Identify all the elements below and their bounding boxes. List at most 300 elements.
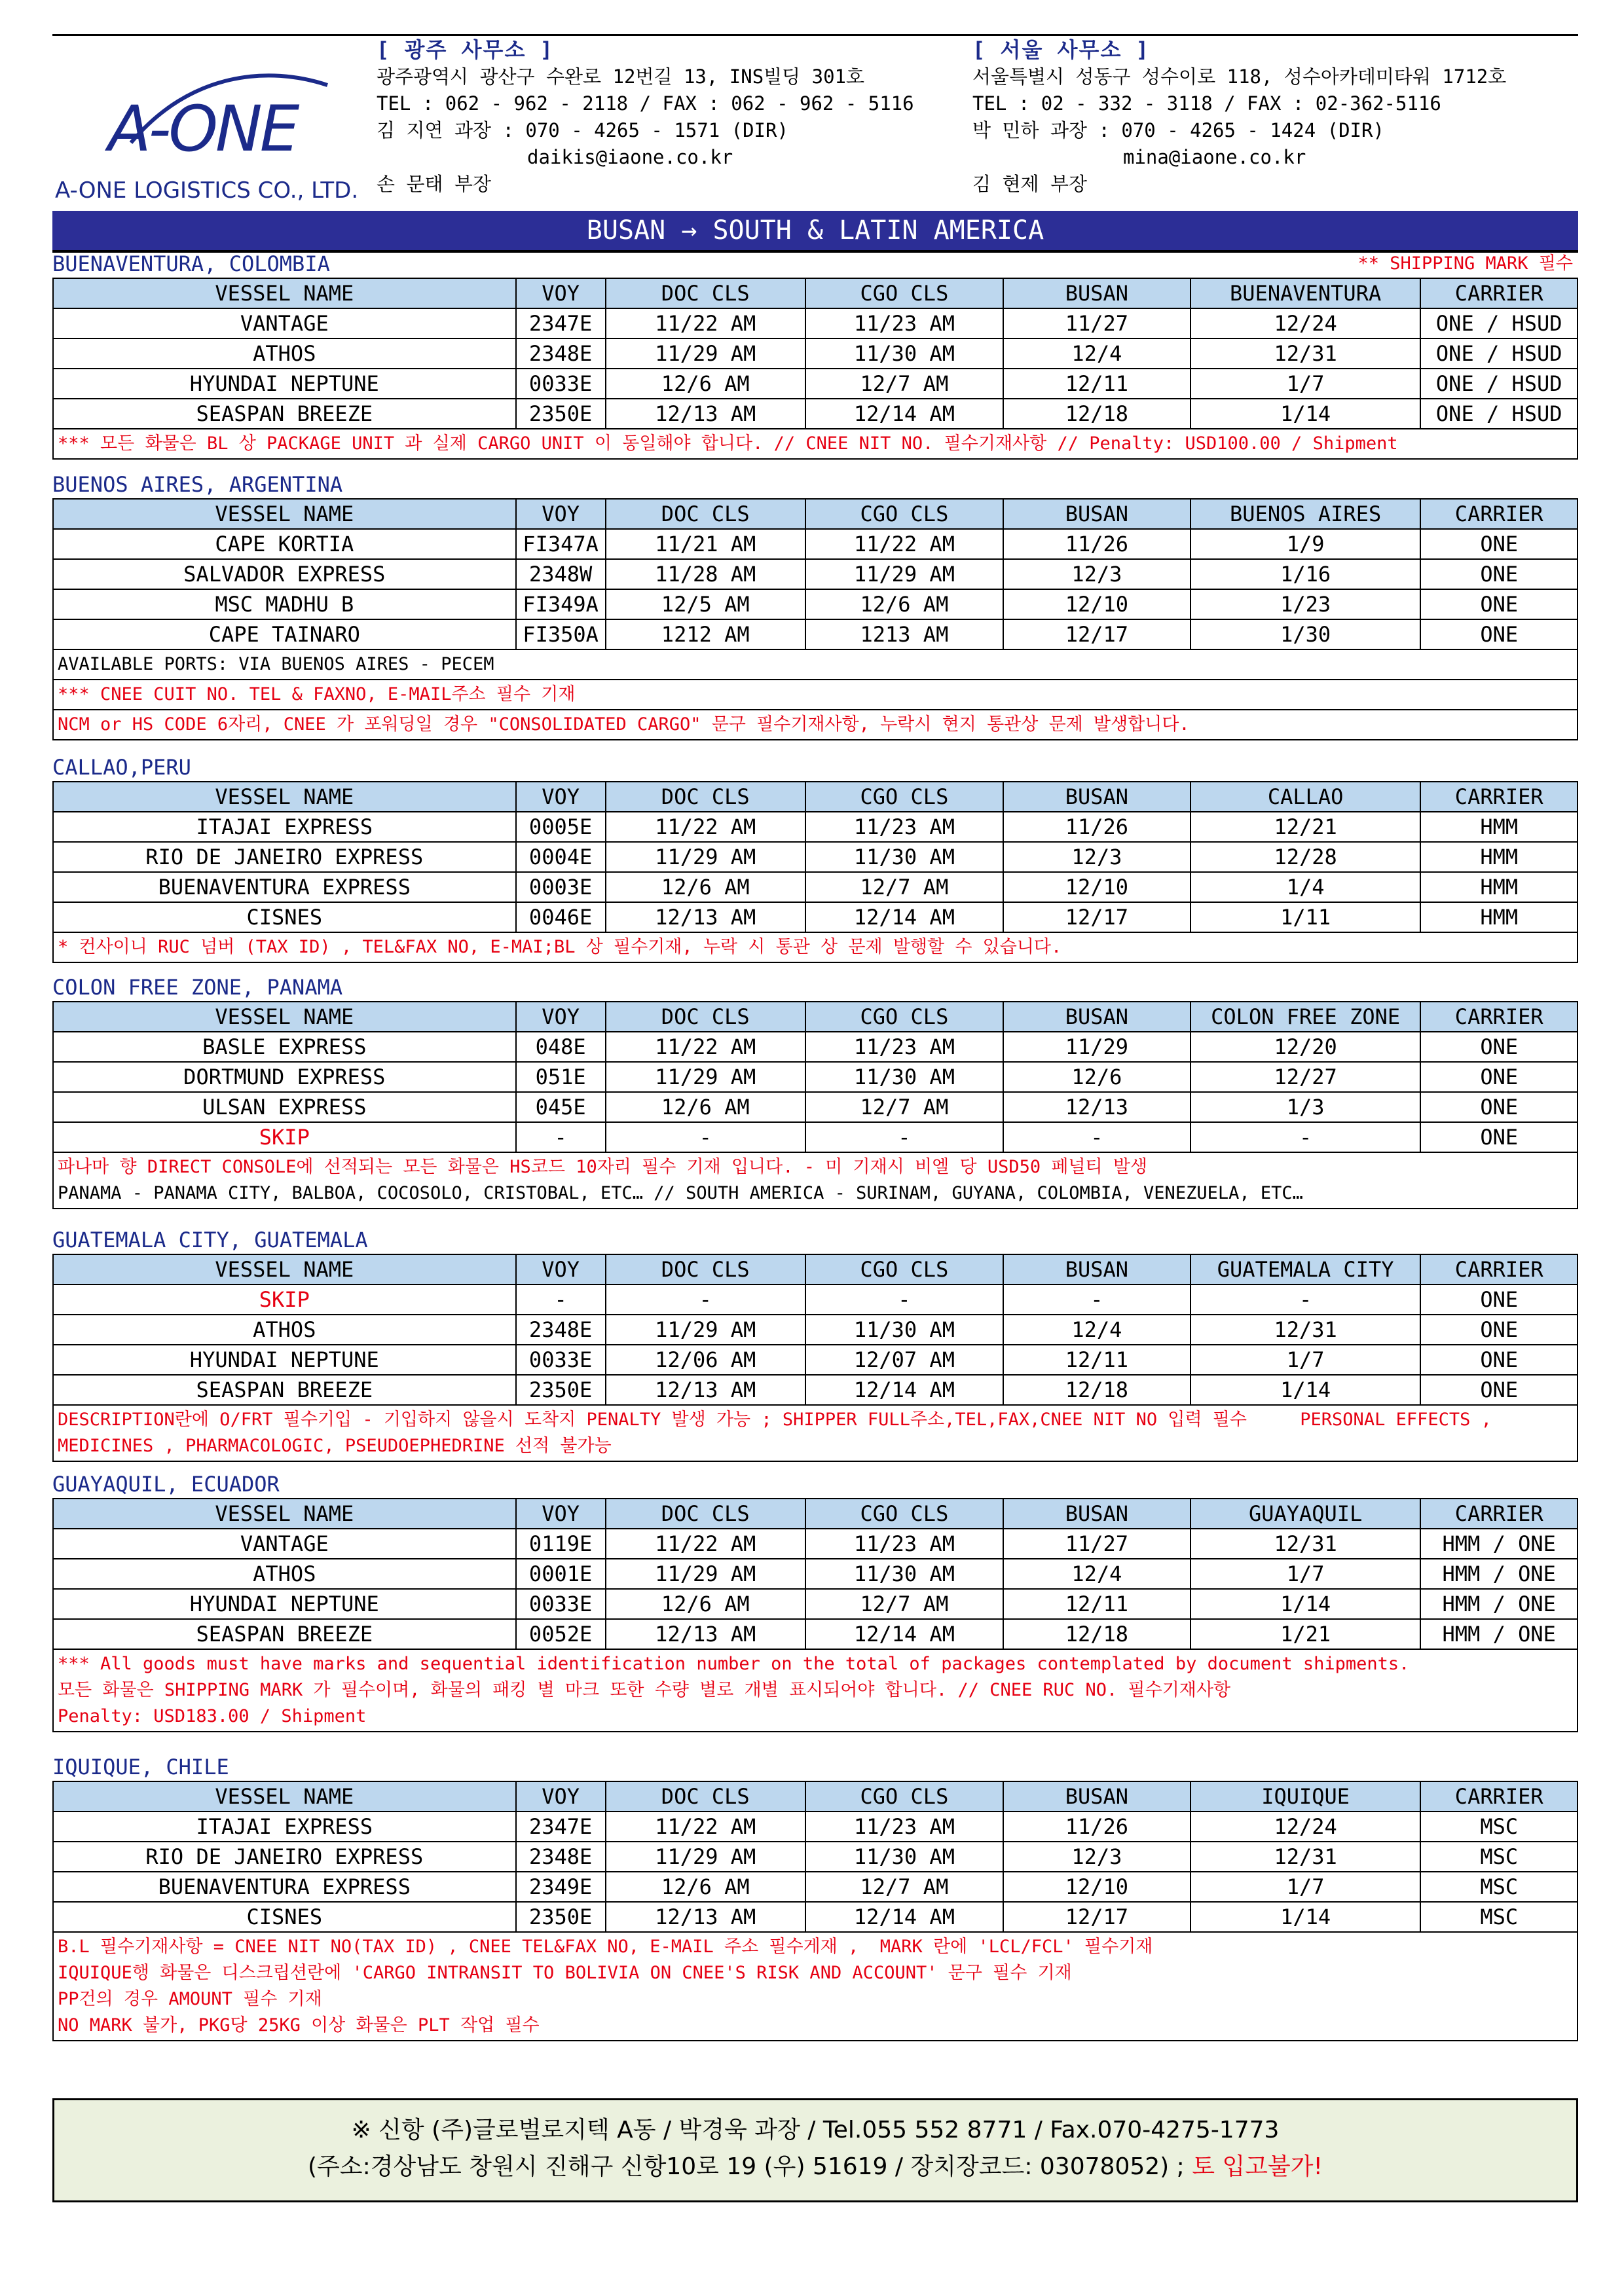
table-cell: 12/6 AM xyxy=(606,1589,805,1619)
table-cell: - xyxy=(1190,1122,1421,1152)
table-row xyxy=(53,1345,1578,1375)
column-header: CALLAO xyxy=(1190,782,1421,812)
table-cell: ONE / HSUD xyxy=(1420,308,1578,338)
table-cell: 11/27 xyxy=(1003,1529,1190,1559)
table-cell: 12/10 xyxy=(1003,589,1190,619)
table-cell: - xyxy=(516,1122,606,1152)
table-cell: ONE xyxy=(1420,1345,1578,1375)
table-cell: 1/7 xyxy=(1190,1345,1421,1375)
table-row xyxy=(53,1122,1578,1152)
section-title-text: GUATEMALA CITY, GUATEMALA xyxy=(52,1228,368,1252)
section-title-text: IQUIQUE, CHILE xyxy=(52,1755,229,1779)
table-row xyxy=(53,1315,1578,1345)
table-cell: 0005E xyxy=(516,812,606,842)
gwangju-address: 광주광역시 광산구 수완로 12번길 13, INS빌딩 301호 xyxy=(377,65,865,88)
table-cell: ONE xyxy=(1420,619,1578,649)
section-1 xyxy=(52,249,1578,460)
column-header: CGO CLS xyxy=(805,1002,1003,1032)
table-cell: 12/07 AM xyxy=(805,1345,1003,1375)
vessel-name-cell: RIO DE JANEIRO EXPRESS xyxy=(53,842,516,872)
table-cell: 12/10 xyxy=(1003,872,1190,902)
table-cell: 12/28 xyxy=(1190,842,1421,872)
column-header: CARRIER xyxy=(1420,1781,1578,1812)
table-cell: 11/30 AM xyxy=(805,1559,1003,1589)
table-row xyxy=(53,1285,1578,1315)
table-cell: 2350E xyxy=(516,1375,606,1405)
table-cell: 11/23 AM xyxy=(805,1812,1003,1842)
table-cell: 12/3 xyxy=(1003,559,1190,589)
gwangju-email[interactable]: daikis@iaone.co.kr xyxy=(527,146,733,168)
table-cell: 051E xyxy=(516,1062,606,1092)
column-header: CGO CLS xyxy=(805,499,1003,529)
table-cell: - xyxy=(516,1285,606,1315)
logo-wordmark: A-ONE xyxy=(108,92,297,166)
table-cell: 12/17 xyxy=(1003,619,1190,649)
table-cell: 0052E xyxy=(516,1619,606,1649)
table-cell: 12/7 AM xyxy=(805,1589,1003,1619)
vessel-name-cell: CISNES xyxy=(53,902,516,932)
column-header: COLON FREE ZONE xyxy=(1190,1002,1421,1032)
table-cell: 11/22 AM xyxy=(606,308,805,338)
table-row xyxy=(53,589,1578,619)
table-row xyxy=(53,902,1578,932)
section-title xyxy=(52,1469,1578,1498)
section-note: *** CNEE CUIT NO. TEL & FAXNO, E-MAIL주소 필수 기재 xyxy=(52,680,1578,710)
table-cell: 11/22 AM xyxy=(606,812,805,842)
table-cell: 12/13 xyxy=(1003,1092,1190,1122)
vessel-name-cell: SEASPAN BREEZE xyxy=(53,1375,516,1405)
table-cell: - xyxy=(1003,1285,1190,1315)
table-row xyxy=(53,529,1578,559)
column-header: VOY xyxy=(516,1499,606,1529)
gwangju-tel-fax: TEL : 062 - 962 - 2118 / FAX : 062 - 962 - 5116 xyxy=(377,92,914,115)
vessel-name-cell: DORTMUND EXPRESS xyxy=(53,1062,516,1092)
table-row xyxy=(53,1032,1578,1062)
vessel-name-cell: SALVADOR EXPRESS xyxy=(53,559,516,589)
table-row xyxy=(53,1529,1578,1559)
table-cell: 048E xyxy=(516,1032,606,1062)
vessel-name-cell: ITAJAI EXPRESS xyxy=(53,1812,516,1842)
gwangju-manager: 김 지연 과장 : 070 - 4265 - 1571 (DIR) xyxy=(377,119,788,141)
table-row xyxy=(53,1902,1578,1932)
schedule-table xyxy=(52,1001,1578,1153)
table-cell: 0004E xyxy=(516,842,606,872)
vessel-name-cell: ATHOS xyxy=(53,1315,516,1345)
table-cell: 12/31 xyxy=(1190,1529,1421,1559)
table-cell: 0033E xyxy=(516,1345,606,1375)
vessel-name-cell: BUENAVENTURA EXPRESS xyxy=(53,872,516,902)
table-cell: 12/7 AM xyxy=(805,872,1003,902)
table-cell: 12/14 AM xyxy=(805,1375,1003,1405)
table-cell: 12/31 xyxy=(1190,1315,1421,1345)
column-header: BUSAN xyxy=(1003,1254,1190,1285)
vessel-name-cell: ATHOS xyxy=(53,1559,516,1589)
table-header-row xyxy=(53,1254,1578,1285)
table-row xyxy=(53,1619,1578,1649)
column-header: IQUIQUE xyxy=(1190,1781,1421,1812)
section-note: B.L 필수기재사항 = CNEE NIT NO(TAX ID) , CNEE TEL&FAX NO, E-MAIL 주소 필수게재 , MARK 란에 'LCL/FCL' 필수기재 IQUIQUE행 화물은 디스크립션란에 'CARGO INTRANSIT TO BOLIVIA ON CNEE'S RISK AND ACCOUNT' 문구 필수 기재 PP건의 경우 AMOUNT 필수 기재 NO MARK 불가, PKG당 25KG 이상 화물은 PLT 작업 필수 xyxy=(52,1933,1578,2041)
column-header: CARRIER xyxy=(1420,782,1578,812)
table-cell: ONE xyxy=(1420,589,1578,619)
table-cell: HMM / ONE xyxy=(1420,1619,1578,1649)
section-note: * 컨사이니 RUC 넘버 (TAX ID) , TEL&FAX NO, E-MAI;BL 상 필수기재, 누락 시 통관 상 문제 발행할 수 있습니다. xyxy=(52,933,1578,963)
table-cell: 11/29 AM xyxy=(606,1842,805,1872)
vessel-name-cell: MSC MADHU B xyxy=(53,589,516,619)
table-cell: 1/21 xyxy=(1190,1619,1421,1649)
table-cell: 2350E xyxy=(516,1902,606,1932)
table-row xyxy=(53,369,1578,399)
table-cell: 11/22 AM xyxy=(606,1812,805,1842)
section-title-text: COLON FREE ZONE, PANAMA xyxy=(52,975,343,1000)
table-cell: 2348E xyxy=(516,1842,606,1872)
table-cell: 11/26 xyxy=(1003,1812,1190,1842)
column-header: VOY xyxy=(516,1254,606,1285)
table-cell: 11/23 AM xyxy=(805,812,1003,842)
table-cell: HMM / ONE xyxy=(1420,1529,1578,1559)
table-cell: 12/11 xyxy=(1003,369,1190,399)
table-cell: 2348E xyxy=(516,338,606,369)
table-cell: 11/23 AM xyxy=(805,308,1003,338)
table-cell: 11/26 xyxy=(1003,812,1190,842)
table-row xyxy=(53,1842,1578,1872)
table-cell: 12/6 AM xyxy=(606,1092,805,1122)
table-header-row xyxy=(53,278,1578,308)
header xyxy=(52,34,1578,214)
table-cell: 1/3 xyxy=(1190,1092,1421,1122)
table-cell: 0033E xyxy=(516,369,606,399)
column-header: DOC CLS xyxy=(606,499,805,529)
column-header: GUAYAQUIL xyxy=(1190,1499,1421,1529)
gwangju-office xyxy=(377,37,914,198)
column-header: CARRIER xyxy=(1420,1002,1578,1032)
table-row xyxy=(53,308,1578,338)
section-5 xyxy=(52,1225,1578,1462)
table-cell: 11/21 AM xyxy=(606,529,805,559)
table-cell: 12/27 xyxy=(1190,1062,1421,1092)
table-cell: HMM / ONE xyxy=(1420,1589,1578,1619)
table-cell: 1212 AM xyxy=(606,619,805,649)
table-cell: HMM xyxy=(1420,842,1578,872)
schedule-table xyxy=(52,278,1578,429)
table-cell: 11/29 AM xyxy=(606,842,805,872)
table-cell: - xyxy=(606,1285,805,1315)
table-cell: 12/6 AM xyxy=(805,589,1003,619)
table-cell: 1/14 xyxy=(1190,1589,1421,1619)
warehouse-footer xyxy=(52,2098,1578,2202)
table-cell: 12/24 xyxy=(1190,1812,1421,1842)
table-cell: 12/31 xyxy=(1190,338,1421,369)
table-cell: 1213 AM xyxy=(805,619,1003,649)
column-header: VESSEL NAME xyxy=(53,1254,516,1285)
seoul-manager: 박 민하 과장 : 070 - 4265 - 1424 (DIR) xyxy=(972,119,1384,141)
table-cell: 11/22 AM xyxy=(606,1032,805,1062)
table-cell: 1/14 xyxy=(1190,1902,1421,1932)
table-cell: 045E xyxy=(516,1092,606,1122)
table-cell: 12/4 xyxy=(1003,338,1190,369)
section-title-text: GUAYAQUIL, ECUADOR xyxy=(52,1472,280,1497)
table-cell: 1/30 xyxy=(1190,619,1421,649)
table-cell: 2347E xyxy=(516,1812,606,1842)
table-row xyxy=(53,842,1578,872)
route-banner: BUSAN → SOUTH & LATIN AMERICA xyxy=(52,211,1578,250)
table-row xyxy=(53,872,1578,902)
table-cell: 11/29 AM xyxy=(606,1062,805,1092)
table-cell: ONE xyxy=(1420,1032,1578,1062)
table-cell: 1/16 xyxy=(1190,559,1421,589)
table-row xyxy=(53,1062,1578,1092)
table-cell: 2350E xyxy=(516,399,606,429)
table-cell: 12/06 AM xyxy=(606,1345,805,1375)
table-cell: MSC xyxy=(1420,1842,1578,1872)
table-row xyxy=(53,338,1578,369)
column-header: BUSAN xyxy=(1003,1781,1190,1812)
table-cell: 11/23 AM xyxy=(805,1032,1003,1062)
table-cell: ONE / HSUD xyxy=(1420,399,1578,429)
section-3 xyxy=(52,752,1578,963)
table-cell: ONE / HSUD xyxy=(1420,338,1578,369)
seoul-address: 서울특별시 성동구 성수이로 118, 성수아카데미타워 1712호 xyxy=(972,65,1507,88)
section-title xyxy=(52,469,1578,498)
seoul-office xyxy=(972,37,1506,198)
table-cell: 12/17 xyxy=(1003,1902,1190,1932)
vessel-name-cell: SKIP xyxy=(53,1285,516,1315)
table-cell: 1/4 xyxy=(1190,872,1421,902)
table-cell: 12/6 xyxy=(1003,1062,1190,1092)
table-row xyxy=(53,559,1578,589)
seoul-email[interactable]: mina@iaone.co.kr xyxy=(1123,146,1306,168)
section-title-text: CALLAO,PERU xyxy=(52,755,191,780)
vessel-name-cell: HYUNDAI NEPTUNE xyxy=(53,1345,516,1375)
table-cell: 1/14 xyxy=(1190,399,1421,429)
table-cell: 11/30 AM xyxy=(805,1315,1003,1345)
column-header: BUENOS AIRES xyxy=(1190,499,1421,529)
table-cell: 12/11 xyxy=(1003,1589,1190,1619)
column-header: DOC CLS xyxy=(606,782,805,812)
column-header: BUSAN xyxy=(1003,499,1190,529)
table-cell: 12/13 AM xyxy=(606,902,805,932)
table-cell: 11/29 AM xyxy=(606,1559,805,1589)
table-cell: ONE xyxy=(1420,1062,1578,1092)
column-header: VOY xyxy=(516,499,606,529)
seoul-head: 김 현제 부장 xyxy=(972,173,1087,195)
table-cell: 12/24 xyxy=(1190,308,1421,338)
table-cell: 2348W xyxy=(516,559,606,589)
table-cell: 12/7 AM xyxy=(805,1092,1003,1122)
table-cell: 11/30 AM xyxy=(805,1842,1003,1872)
table-cell: 12/6 AM xyxy=(606,1872,805,1902)
table-cell: 1/11 xyxy=(1190,902,1421,932)
section-2 xyxy=(52,469,1578,740)
table-cell: ONE xyxy=(1420,1285,1578,1315)
table-cell: 11/30 AM xyxy=(805,842,1003,872)
column-header: CGO CLS xyxy=(805,1781,1003,1812)
footer-warning: 토 입고불가! xyxy=(1192,2153,1323,2180)
section-note: DESCRIPTION란에 O/FRT 필수기입 - 기입하지 않을시 도착지 PENALTY 발생 가능 ; SHIPPER FULL주소,TEL,FAX,CNEE NIT NO 입력 필수 PERSONAL EFFECTS , MEDICINES , PHARMACOLOGIC, PSEUDOEPHEDRINE 선적 불가능 xyxy=(52,1406,1578,1462)
table-cell: 11/29 xyxy=(1003,1032,1190,1062)
table-cell: 12/14 AM xyxy=(805,399,1003,429)
section-title xyxy=(52,1225,1578,1254)
column-header: VOY xyxy=(516,782,606,812)
column-header: BUENAVENTURA xyxy=(1190,278,1421,308)
table-cell: 12/3 xyxy=(1003,842,1190,872)
vessel-name-cell: SEASPAN BREEZE xyxy=(53,1619,516,1649)
column-header: CGO CLS xyxy=(805,782,1003,812)
section-4 xyxy=(52,972,1578,1209)
table-cell: 2349E xyxy=(516,1872,606,1902)
table-row xyxy=(53,399,1578,429)
vessel-name-cell: CISNES xyxy=(53,1902,516,1932)
vessel-name-cell: HYUNDAI NEPTUNE xyxy=(53,1589,516,1619)
table-cell: 12/10 xyxy=(1003,1872,1190,1902)
company-logo xyxy=(52,59,373,210)
table-cell: 12/18 xyxy=(1003,399,1190,429)
column-header: BUSAN xyxy=(1003,1499,1190,1529)
table-cell: 12/18 xyxy=(1003,1375,1190,1405)
column-header: VESSEL NAME xyxy=(53,1499,516,1529)
table-cell: 12/4 xyxy=(1003,1559,1190,1589)
table-cell: MSC xyxy=(1420,1872,1578,1902)
table-cell: 12/14 AM xyxy=(805,902,1003,932)
column-header: VOY xyxy=(516,278,606,308)
table-cell: HMM xyxy=(1420,812,1578,842)
table-cell: 12/4 xyxy=(1003,1315,1190,1345)
section-title xyxy=(52,1752,1578,1781)
table-cell: 11/29 AM xyxy=(606,1315,805,1345)
table-header-row xyxy=(53,1002,1578,1032)
table-cell: ONE xyxy=(1420,1122,1578,1152)
section-title-text: BUENOS AIRES, ARGENTINA xyxy=(52,472,343,497)
vessel-name-cell: HYUNDAI NEPTUNE xyxy=(53,369,516,399)
column-header: VESSEL NAME xyxy=(53,782,516,812)
table-cell: 1/9 xyxy=(1190,529,1421,559)
table-cell: 12/5 AM xyxy=(606,589,805,619)
column-header: CGO CLS xyxy=(805,278,1003,308)
table-row xyxy=(53,1812,1578,1842)
table-cell: 1/23 xyxy=(1190,589,1421,619)
table-cell: 11/29 AM xyxy=(606,338,805,369)
table-cell: 12/7 AM xyxy=(805,1872,1003,1902)
section-title xyxy=(52,972,1578,1001)
table-row xyxy=(53,1559,1578,1589)
table-row xyxy=(53,1872,1578,1902)
table-cell: 12/6 AM xyxy=(606,369,805,399)
section-title-text: BUENAVENTURA, COLOMBIA xyxy=(52,251,330,276)
column-header: BUSAN xyxy=(1003,782,1190,812)
table-cell: ONE xyxy=(1420,1375,1578,1405)
seoul-office-title: [ 서울 사무소 ] xyxy=(972,37,1150,62)
table-cell: FI350A xyxy=(516,619,606,649)
table-cell: 1/7 xyxy=(1190,369,1421,399)
column-header: DOC CLS xyxy=(606,1499,805,1529)
table-cell: 12/13 AM xyxy=(606,1902,805,1932)
table-row xyxy=(53,1092,1578,1122)
table-cell: 11/22 AM xyxy=(805,529,1003,559)
table-cell: 12/14 AM xyxy=(805,1902,1003,1932)
table-cell: 1/7 xyxy=(1190,1872,1421,1902)
footer-contact: ※ 신항 (주)글로벌로지텍 A동 / 박경욱 과장 / Tel.055 552 8771 / Fax.070-4275-1773 xyxy=(351,2117,1280,2143)
column-header: BUSAN xyxy=(1003,1002,1190,1032)
table-cell: 11/30 AM xyxy=(805,1062,1003,1092)
column-header: CARRIER xyxy=(1420,499,1578,529)
vessel-name-cell: SEASPAN BREEZE xyxy=(53,399,516,429)
table-cell: 12/6 AM xyxy=(606,872,805,902)
table-cell: 12/18 xyxy=(1003,1619,1190,1649)
column-header: VESSEL NAME xyxy=(53,278,516,308)
section-note: AVAILABLE PORTS: VIA BUENOS AIRES - PECEM xyxy=(52,650,1578,680)
table-cell: 11/30 AM xyxy=(805,338,1003,369)
column-header: CARRIER xyxy=(1420,1254,1578,1285)
table-cell: - xyxy=(805,1122,1003,1152)
table-cell: - xyxy=(1190,1285,1421,1315)
column-header: VOY xyxy=(516,1781,606,1812)
table-cell: - xyxy=(606,1122,805,1152)
vessel-name-cell: BUENAVENTURA EXPRESS xyxy=(53,1872,516,1902)
table-cell: 12/13 AM xyxy=(606,1619,805,1649)
table-header-row xyxy=(53,1781,1578,1812)
section-note: NCM or HS CODE 6자리, CNEE 가 포워딩일 경우 "CONSOLIDATED CARGO" 문구 필수기재사항, 누락시 현지 통관상 문제 발생합니다. xyxy=(52,710,1578,740)
table-cell: 1/7 xyxy=(1190,1559,1421,1589)
table-header-row xyxy=(53,499,1578,529)
table-cell: 11/29 AM xyxy=(805,559,1003,589)
table-cell: 11/28 AM xyxy=(606,559,805,589)
vessel-name-cell: ULSAN EXPRESS xyxy=(53,1092,516,1122)
column-header: BUSAN xyxy=(1003,278,1190,308)
table-cell: 2348E xyxy=(516,1315,606,1345)
table-cell: MSC xyxy=(1420,1902,1578,1932)
vessel-name-cell: VANTAGE xyxy=(53,1529,516,1559)
section-6 xyxy=(52,1469,1578,1732)
column-header: DOC CLS xyxy=(606,1002,805,1032)
table-cell: ONE xyxy=(1420,1092,1578,1122)
schedule-table xyxy=(52,1781,1578,1933)
column-header: VESSEL NAME xyxy=(53,499,516,529)
table-cell: 12/31 xyxy=(1190,1842,1421,1872)
section-note: *** All goods must have marks and sequential identification number on the total of packages contemplated by document shipments. 모든 화물은 SHIPPING MARK 가 필수이며, 화물의 패킹 별 마크 또한 수량 별로 개별 표시되어야 합니다. // CNEE RUC NO. 필수기재사항 Penalty: USD183.00 / Shipment xyxy=(52,1650,1578,1732)
table-cell: ONE xyxy=(1420,529,1578,559)
column-header: VESSEL NAME xyxy=(53,1781,516,1812)
table-cell: FI349A xyxy=(516,589,606,619)
schedule-table xyxy=(52,1498,1578,1650)
schedule-table xyxy=(52,498,1578,650)
schedule-table xyxy=(52,1254,1578,1406)
table-cell: 12/7 AM xyxy=(805,369,1003,399)
vessel-name-cell: CAPE KORTIA xyxy=(53,529,516,559)
section-7 xyxy=(52,1752,1578,2041)
table-cell: 12/21 xyxy=(1190,812,1421,842)
table-cell: 12/13 AM xyxy=(606,1375,805,1405)
section-note: *** 모든 화물은 BL 상 PACKAGE UNIT 과 실제 CARGO UNIT 이 동일해야 합니다. // CNEE NIT NO. 필수기재사항 // Penalty: USD100.00 / Shipment xyxy=(52,429,1578,460)
table-cell: 0001E xyxy=(516,1559,606,1589)
table-cell: 0033E xyxy=(516,1589,606,1619)
vessel-name-cell: CAPE TAINARO xyxy=(53,619,516,649)
table-cell: - xyxy=(1003,1122,1190,1152)
schedule-table xyxy=(52,781,1578,933)
table-row xyxy=(53,1375,1578,1405)
shipping-mark-note: ** SHIPPING MARK 필수 xyxy=(1357,253,1573,274)
table-row xyxy=(53,1589,1578,1619)
company-name: A-ONE LOGISTICS CO., LTD. xyxy=(55,177,359,204)
table-cell: 12/11 xyxy=(1003,1345,1190,1375)
column-header: DOC CLS xyxy=(606,1781,805,1812)
table-header-row xyxy=(53,1499,1578,1529)
table-cell: 11/23 AM xyxy=(805,1529,1003,1559)
column-header: DOC CLS xyxy=(606,1254,805,1285)
table-cell: MSC xyxy=(1420,1812,1578,1842)
table-cell: 0119E xyxy=(516,1529,606,1559)
table-cell: 12/13 AM xyxy=(606,399,805,429)
column-header: CGO CLS xyxy=(805,1254,1003,1285)
column-header: CARRIER xyxy=(1420,1499,1578,1529)
